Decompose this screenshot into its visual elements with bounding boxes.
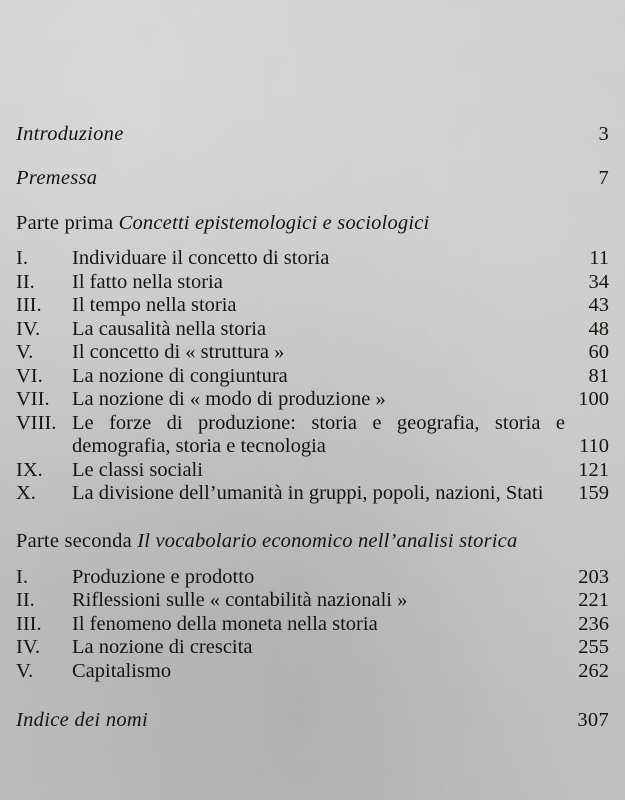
chapter-title: Il tempo nella storia [72,294,237,316]
chapter-page-number: 121 [578,458,609,481]
chapter-body [72,612,609,637]
chapter-body [72,270,609,295]
chapter-body [72,341,609,365]
part-title: Concetti epistemologici e sociologici [118,212,430,234]
chapter-number: I. [16,247,28,269]
chapter-page-number: 48 [588,317,609,340]
back-matter-page-number: 307 [577,709,609,731]
chapter-number: I. [16,565,28,588]
chapter-body [72,458,609,483]
chapter-page-number: 11 [589,247,609,269]
chapter-body [72,317,609,342]
spacer-after-part-two-heading [16,553,609,566]
chapter-page-number: 100 [578,388,609,410]
toc-entry[interactable] [16,388,609,412]
chapter-body [72,247,609,271]
toc-entry[interactable] [16,271,609,295]
part-kicker: Parte seconda [16,529,138,552]
chapter-title: Le forze di produzione: storia e geografia, storia e demografia, storia e tecnologia [72,411,565,457]
front-matter-page-number: 3 [598,123,609,145]
chapter-body [72,659,609,684]
chapter-body [72,294,609,318]
toc-entry[interactable] [16,566,609,590]
toc-entry[interactable] [16,294,609,318]
chapter-page-number: 110 [579,435,609,457]
part-title: Il vocabolario economico nell’analisi storica [137,529,518,552]
chapter-page-number: 43 [588,294,609,316]
front-matter-row-premessa[interactable] [16,167,609,190]
back-matter-row-indice-dei-nomi[interactable] [16,709,609,732]
spacer-after-part-two-list [16,683,609,709]
chapter-body [72,482,609,506]
chapter-title: Riflessioni sulle « contabilità nazionali » [72,589,408,611]
toc-entry[interactable] [16,341,609,365]
spacer-after-part-one-heading [16,235,609,247]
back-matter-label: Indice dei nomi [16,709,149,731]
chapter-page-number: 159 [578,482,609,504]
chapter-number: II. [16,270,35,293]
chapter-number: IV. [16,636,41,658]
chapter-number: III. [16,294,42,316]
chapter-title: Individuare il concetto di storia [72,247,330,269]
toc-entry[interactable] [16,365,609,389]
chapter-page-number: 60 [588,341,609,363]
chapter-number: V. [16,341,34,363]
chapter-number: II. [16,589,35,611]
spacer-after-part-one-list [16,506,609,530]
chapter-page-number: 34 [588,270,609,293]
front-matter-label: Introduzione [16,123,124,145]
chapter-title: Produzione e prodotto [72,565,255,588]
chapter-number: IX. [16,458,43,481]
chapter-number: IV. [16,317,41,340]
toc-entry[interactable] [16,589,609,613]
toc-content [16,0,609,800]
chapter-page-number: 255 [578,636,609,658]
toc-entry[interactable] [16,318,609,342]
top-margin-spacer [16,0,609,123]
chapter-body [72,411,609,459]
part-heading-two [16,530,609,553]
chapter-body [72,589,609,613]
chapter-body [72,636,609,660]
chapter-body [72,565,609,590]
chapter-number: VII. [16,388,50,410]
toc-entry[interactable] [16,613,609,637]
spacer-after-introduzione [16,146,609,167]
toc-entry[interactable] [16,660,609,684]
chapter-body [72,364,609,389]
chapter-page-number: 262 [578,659,609,682]
toc-entry[interactable] [16,636,609,660]
chapter-title: La nozione di « modo di produzione » [72,388,386,410]
chapter-page-number: 81 [588,364,609,387]
chapter-title: Capitalismo [72,659,172,682]
chapter-page-number: 236 [578,612,609,635]
chapter-number: X. [16,482,36,504]
chapter-number: VIII. [16,411,57,434]
chapter-page-number: 221 [578,589,609,611]
chapter-number: VI. [16,364,43,387]
chapter-body [72,388,609,412]
chapter-title: Il fatto nella storia [72,270,223,293]
chapter-page-number: 203 [578,565,609,588]
chapter-title: Il fenomeno della moneta nella storia [72,612,378,635]
toc-entry[interactable] [16,247,609,271]
front-matter-row-introduzione[interactable] [16,123,609,146]
part-heading-one [16,212,609,235]
part-kicker: Parte prima [16,212,119,234]
chapter-title: Il concetto di « struttura » [72,341,285,363]
chapter-title: La causalità nella storia [72,317,267,340]
front-matter-label: Premessa [16,167,98,189]
chapter-number: V. [16,659,34,682]
chapter-number: III. [16,612,42,635]
chapter-title: La nozione di crescita [72,636,253,658]
chapter-title: La divisione dell’umanità in gruppi, popoli, nazioni, Stati [72,482,544,504]
toc-entry[interactable] [16,482,609,506]
spacer-after-premessa [16,190,609,212]
toc-entry[interactable] [16,412,609,459]
front-matter-page-number: 7 [598,167,609,189]
chapter-title: La nozione di congiuntura [72,364,288,387]
toc-entry[interactable] [16,459,609,483]
chapter-title: Le classi sociali [72,458,203,481]
